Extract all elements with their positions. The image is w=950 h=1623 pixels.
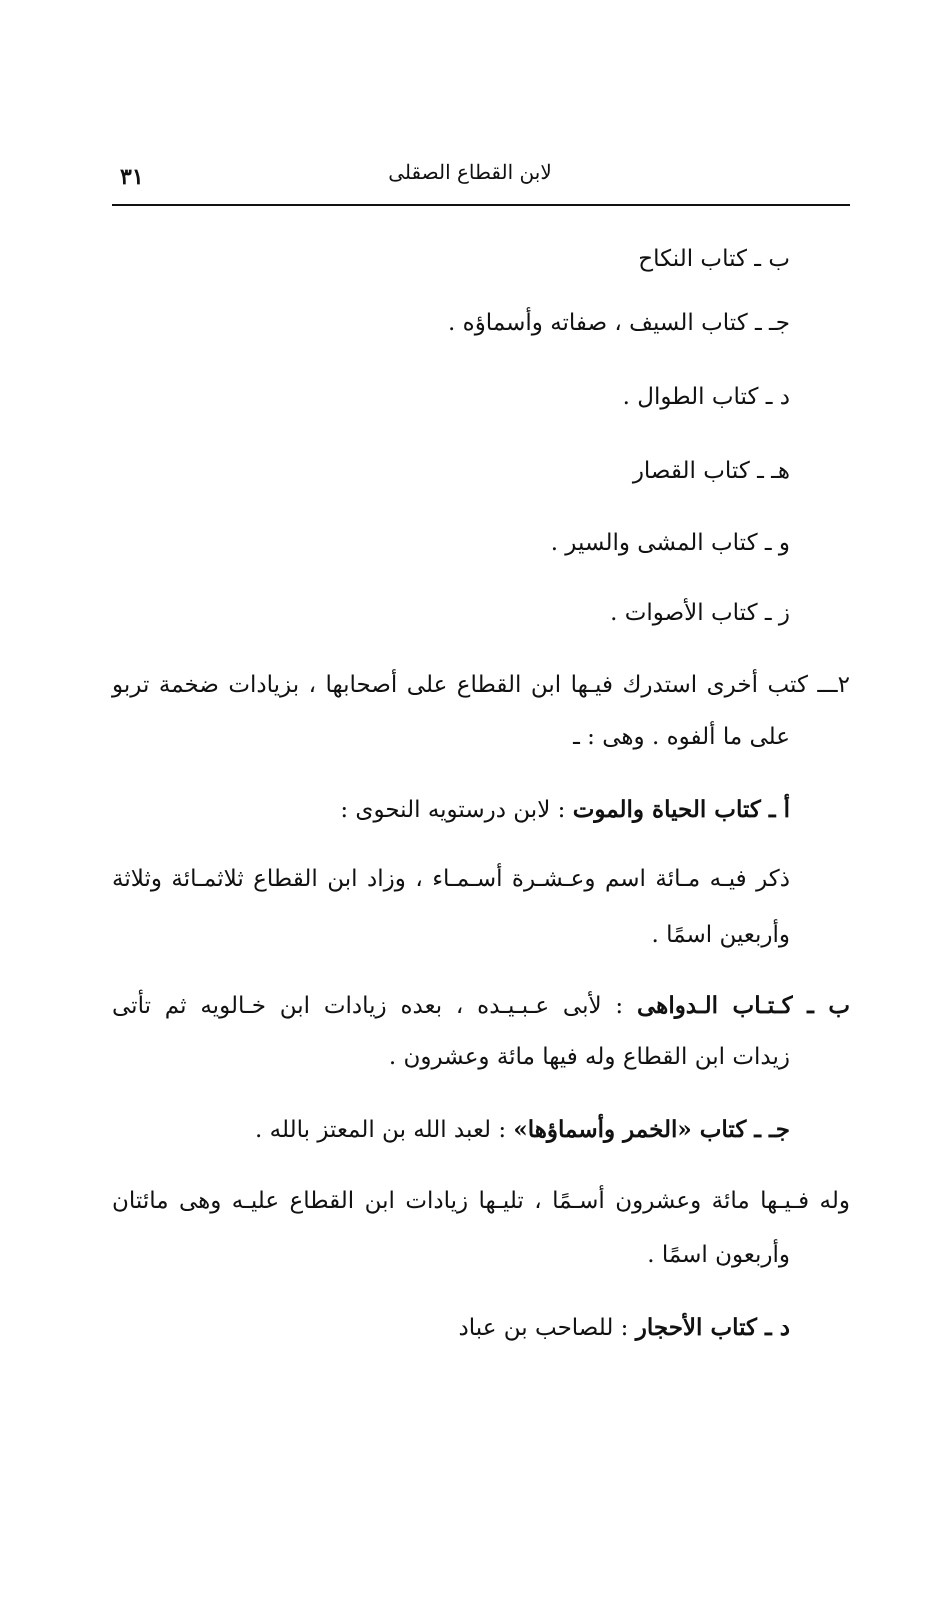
- list-item: د ـ كتاب الطوال .: [622, 384, 790, 410]
- list-item: ب ـ كتاب النكاح: [638, 246, 790, 272]
- list-item: جـ ـ كتاب السيف ، صفاته وأسماؤه .: [448, 310, 790, 336]
- page-number: ٣١: [120, 164, 144, 190]
- item-c-description-line-1: وله فـيـها مائة وعشرون أسـمًا ، تليـها زيادات ابن القطاع عليـه وهى مائتان: [112, 1188, 850, 1214]
- item-a-description-line-1: ذكر فيـه مـائة اسم وعـشـرة أسـمـاء ، وزاد ابن القطاع ثلاثمـائة وثلاثة: [112, 866, 790, 892]
- item-d-heading: [459, 1314, 790, 1341]
- item-c-author: : لعبد الله بن المعتز بالله .: [255, 1117, 514, 1143]
- item-a-author: : لابن درستويه النحوى :: [340, 797, 573, 823]
- item-b-heading: [112, 992, 850, 1019]
- item-d-author: : للصاحب بن عباد: [458, 1315, 636, 1341]
- item-a-title: أ ـ كتاب الحياة والموت: [572, 796, 790, 823]
- item-a-description-line-2: وأربعين اسمًا .: [651, 922, 790, 948]
- item-b-description: زيدات ابن القطاع وله فيها مائة وعشرون .: [388, 1044, 790, 1070]
- item-d-title: د ـ كتاب الأحجار: [635, 1314, 790, 1341]
- list-item: هـ ـ كتاب القصار: [632, 458, 790, 484]
- header-rule: [112, 204, 850, 206]
- item-b-rest: : لأبى عـبـيـده ، بعده زيادات ابن خـالويه ثم تأتى: [112, 993, 638, 1019]
- list-item: و ـ كتاب المشى والسير .: [550, 530, 790, 556]
- item-a-heading: [340, 796, 790, 823]
- item-c-description-line-2: وأربعون اسمًا .: [647, 1242, 790, 1268]
- section-2-line-2: على ما ألفوه . وهى : ـ: [573, 724, 790, 750]
- item-c-title: جـ ـ كتاب «الخمر وأسماؤها»: [513, 1116, 790, 1143]
- section-2-line-1: ٢ـــ كتب أخرى استدرك فيـها ابن القطاع على أصحابها ، بزيادات ضخمة تربو: [112, 672, 850, 698]
- running-header-title: لابن القطاع الصقلى: [388, 160, 552, 184]
- item-b-title: ب ـ كـتـاب الـدواهى: [637, 992, 850, 1019]
- list-item: ز ـ كتاب الأصوات .: [610, 600, 790, 626]
- item-c-heading: [255, 1116, 790, 1143]
